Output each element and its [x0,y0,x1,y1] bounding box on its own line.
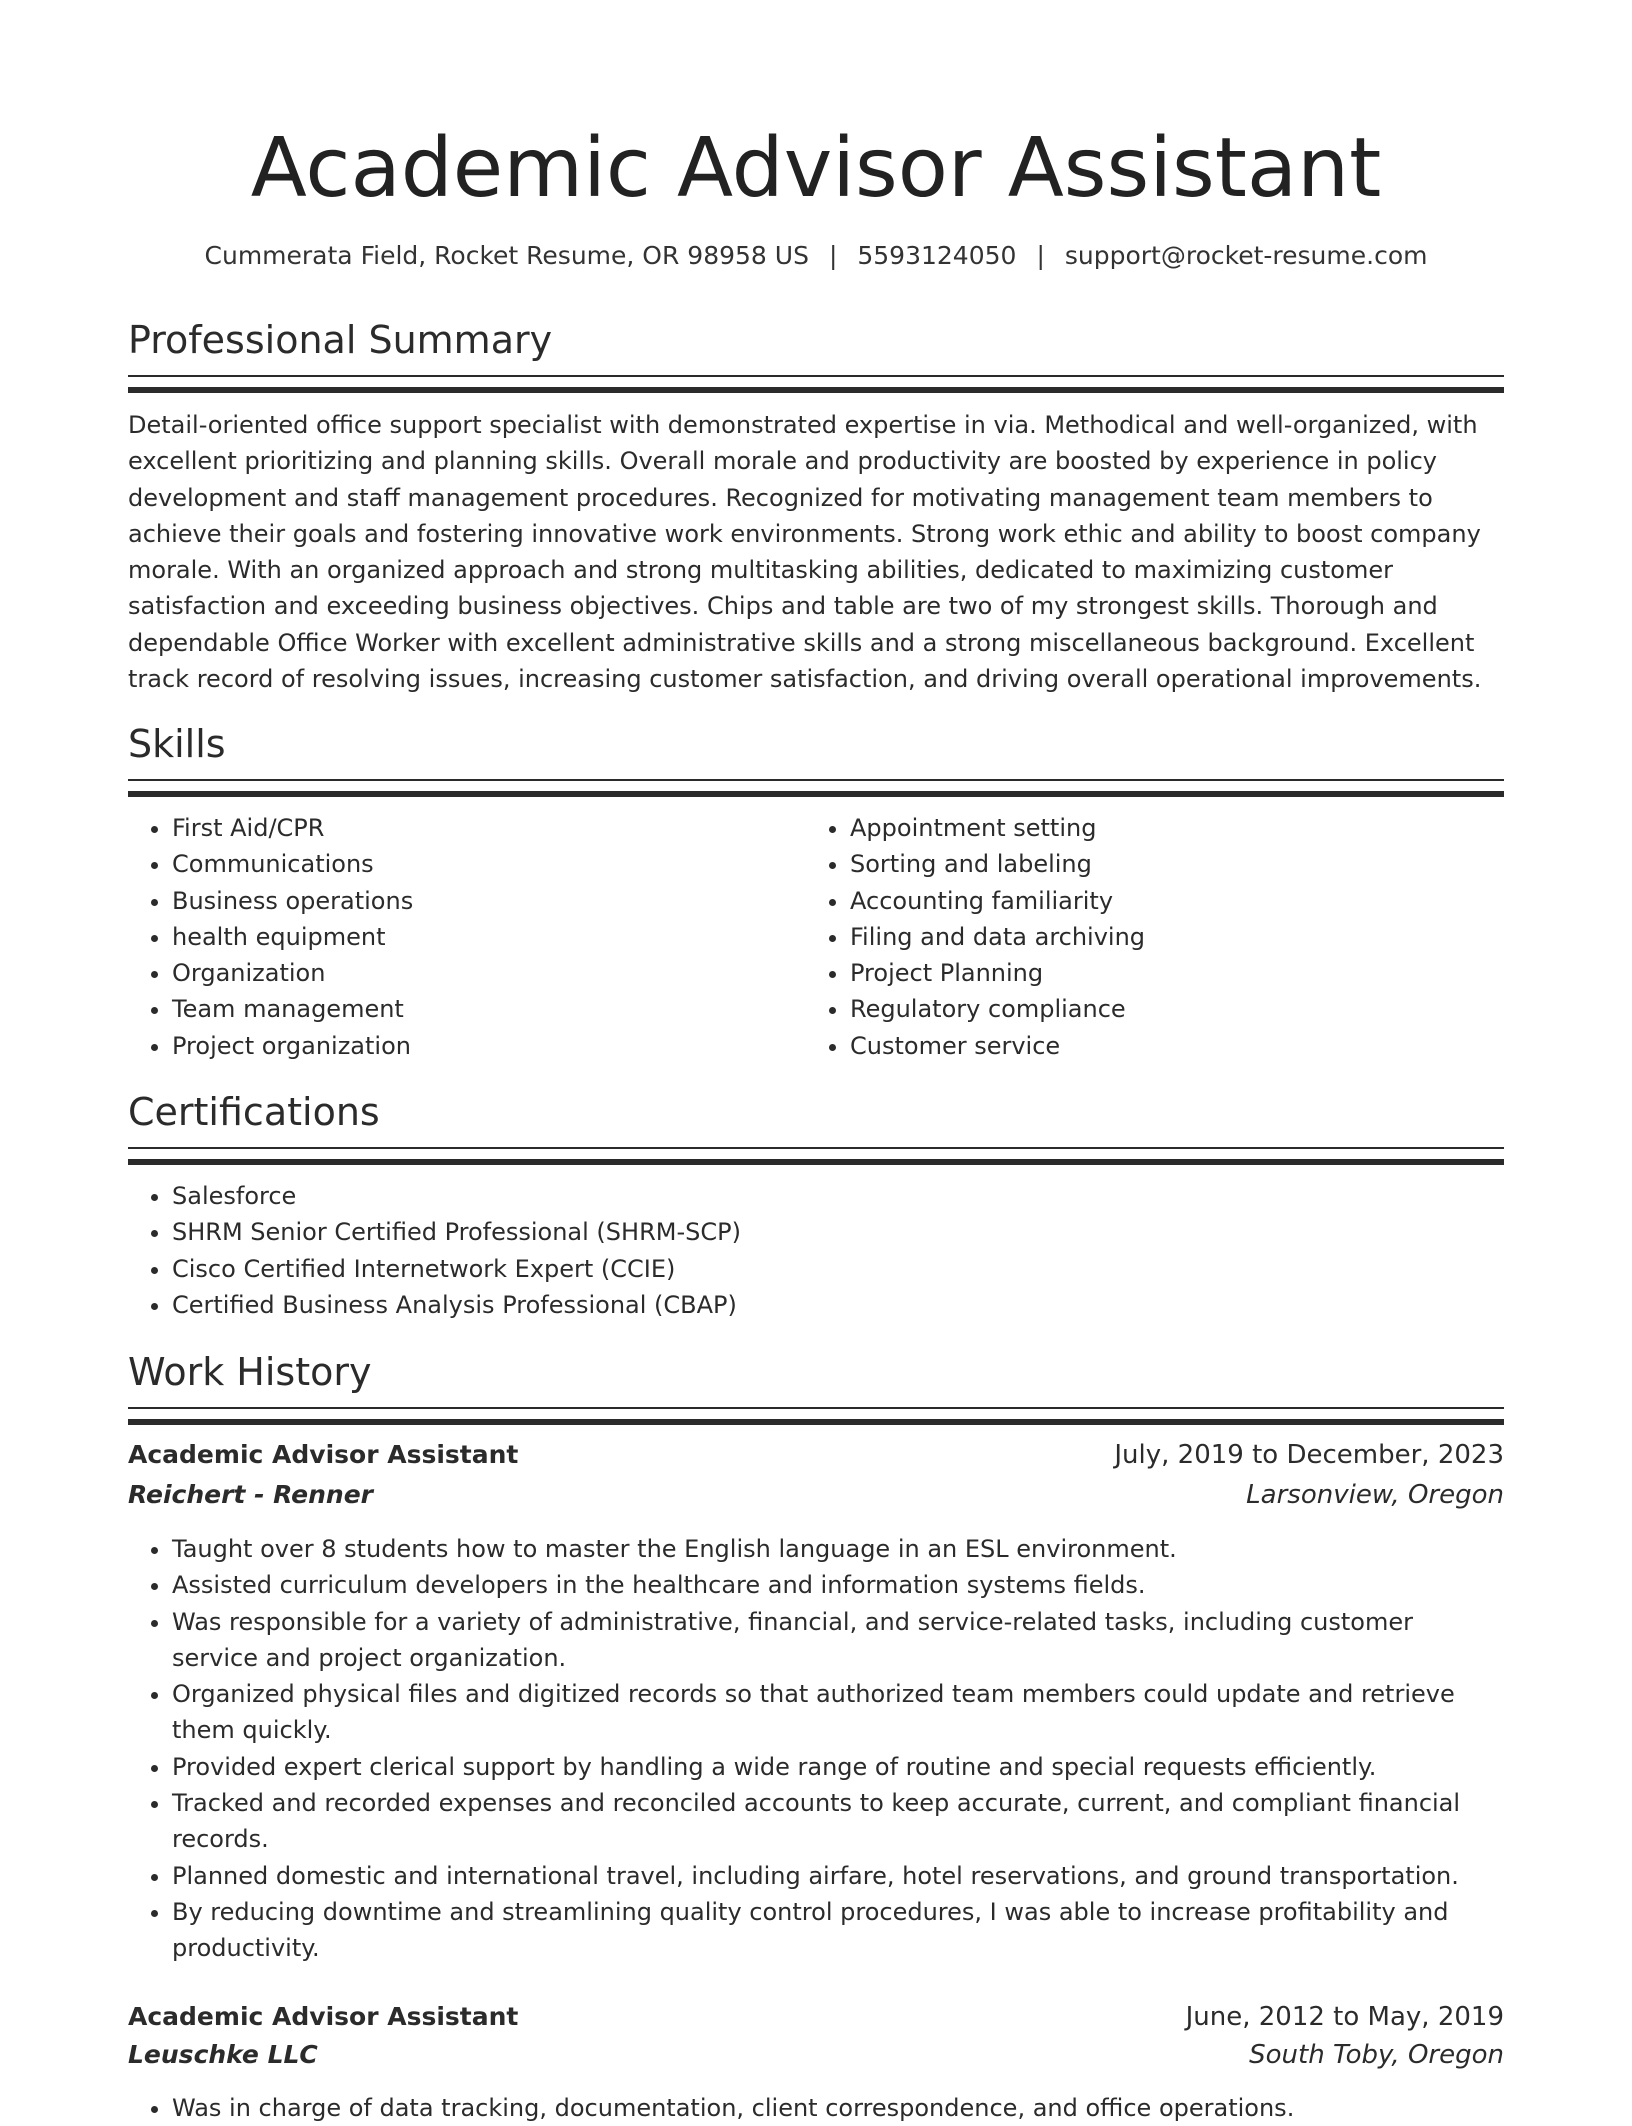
contact-separator: | [828,241,838,270]
summary-text: Detail-oriented office support specialist with demonstrated expertise in via. Methodical and well-organized, with excellent prioritizing and planning skills. Overall morale and productivity are boosted by experience in policy development and staff management procedures. Recognized for motivating management team members to achieve their goals and fostering innovative work environments. Strong work ethic and ability to boost company morale. With an organized approach and strong multitasking abilities, dedicated to maximizing customer satisfaction and exceeding business objectives. Chips and table are two of my strongest skills. Thorough and dependable Office Worker with excellent administrative skills and a strong miscellaneous background. Excellent track record of resolving issues, increasing customer satisfaction, and driving overall operational improvements. [128,411,1482,694]
job-bullet: • Was responsible for a variety of administrative, financial, and service-related tasks, including customer service and project organization. [172,1604,1504,1677]
job-bullet: • Assisted curriculum developers in the healthcare and information systems fields. [172,1567,1504,1603]
contact-phone: 5593124050 [857,241,1017,270]
skill-item: • Appointment setting [850,810,1490,846]
skill-item: • Project organization [172,1028,800,1064]
skills-list-left [128,810,800,1064]
job-location: South Toby, Oregon [1249,2040,1504,2070]
job-subheader [128,2040,1504,2070]
job-bullet: • Was in charge of data tracking, documentation, client correspondence, and office operations. [172,2090,1504,2126]
contact-line [0,238,1632,274]
certifications-heading: Certifications [128,1090,380,1134]
skills-divider [128,779,1504,797]
certifications-divider [128,1147,1504,1165]
job-bullet: • Provided expert clerical support by handling a wide range of routine and special requests efficiently. [172,1749,1504,1785]
certification-item: • Cisco Certified Internetwork Expert (CCIE) [172,1251,1504,1287]
job-location: Larsonview, Oregon [1246,1480,1504,1510]
skill-item: • Team management [172,991,800,1027]
job-bullet: • Planned domestic and international travel, including airfare, hotel reservations, and ground transportation. [172,1858,1504,1894]
skill-item: • Communications [172,846,800,882]
certification-item: • Certified Business Analysis Professional (CBAP) [172,1287,1504,1323]
summary-divider [128,375,1504,393]
summary-heading: Professional Summary [128,318,553,362]
job-header [128,1440,1504,1470]
job-subheader [128,1480,1504,1510]
job-bullet: • By reducing downtime and streamlining quality control procedures, I was able to increase profitability and productivity. [172,1894,1504,1967]
skill-item: • health equipment [172,919,800,955]
work-history-divider [128,1407,1504,1425]
job-header [128,2002,1504,2032]
job-bullet: • Tracked and recorded expenses and reconciled accounts to keep accurate, current, and compliant financial records. [172,1785,1504,1858]
skill-item: • First Aid/CPR [172,810,800,846]
contact-separator: | [1036,241,1045,270]
certifications-list [128,1178,1504,1323]
skill-item: • Customer service [850,1028,1490,1064]
job-dates: July, 2019 to December, 2023 [1114,1440,1504,1470]
resume-title: Academic Advisor Assistant [250,121,1382,216]
job-title: Academic Advisor Assistant [128,2002,519,2031]
skill-item: • Regulatory compliance [850,991,1490,1027]
contact-address: Cummerata Field, Rocket Resume, OR 98958 US [204,241,809,270]
skills-list-right [806,810,1490,1064]
skill-item: • Business operations [172,883,800,919]
skill-item: • Filing and data archiving [850,919,1490,955]
skill-item: • Sorting and labeling [850,846,1490,882]
contact-email: support@rocket-resume.com [1064,241,1428,270]
job-company: Leuschke LLC [128,2040,318,2069]
certification-item: • SHRM Senior Certified Professional (SHRM-SCP) [172,1214,1504,1250]
skill-item: • Accounting familiarity [850,883,1490,919]
job-company: Reichert - Renner [128,1480,374,1509]
job-bullet: • Taught over 8 students how to master the English language in an ESL environment. [172,1531,1504,1567]
skill-item: • Organization [172,955,800,991]
skills-heading: Skills [128,722,226,766]
work-history-heading: Work History [128,1350,372,1394]
certification-item: • Salesforce [172,1178,1504,1214]
job-bullet: • Organized physical files and digitized records so that authorized team members could update and retrieve them quickly. [172,1676,1504,1749]
job-title: Academic Advisor Assistant [128,1440,519,1469]
job-bullets [128,2090,1504,2126]
job-dates: June, 2012 to May, 2019 [1185,2002,1504,2032]
skill-item: • Project Planning [850,955,1490,991]
job-bullets [128,1531,1504,1967]
